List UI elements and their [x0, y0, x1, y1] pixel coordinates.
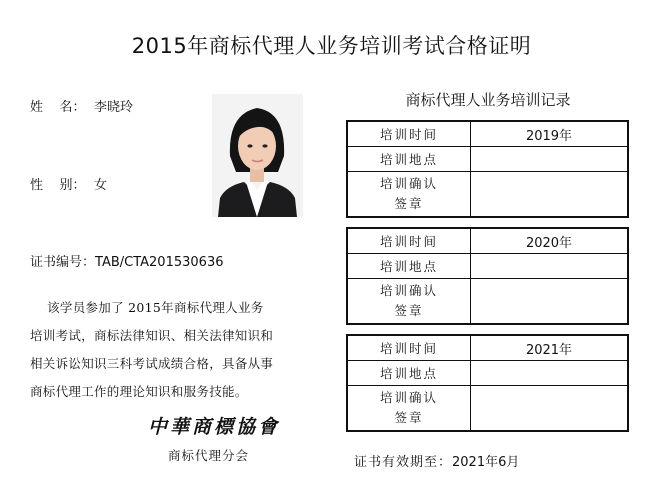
id-photo — [212, 94, 303, 217]
record-label-place: 培训地点 — [347, 254, 471, 279]
record-label-confirm: 培训确认 签章 — [347, 386, 471, 432]
record-row-time — [347, 335, 628, 361]
record-value-confirm — [471, 172, 629, 218]
record-value-time: 2019年 — [471, 121, 629, 147]
record-row-time — [347, 121, 628, 147]
record-row-time — [347, 228, 628, 254]
training-record-2021 — [346, 334, 629, 432]
expiry-label: 证书有效期至： — [354, 455, 453, 470]
record-label-time: 培训时间 — [347, 228, 471, 254]
record-value-place — [471, 361, 629, 386]
record-row-confirm — [347, 172, 628, 218]
record-row-confirm — [347, 279, 628, 325]
name-value: 李晓玲 — [94, 100, 134, 115]
record-label-place: 培训地点 — [347, 361, 471, 386]
record-label-time: 培训时间 — [347, 335, 471, 361]
records-title: 商标代理人业务培训记录 — [405, 91, 571, 109]
branch-name: 商标代理分会 — [168, 448, 250, 463]
certification-paragraph — [30, 294, 312, 406]
expiry-field — [354, 451, 519, 470]
certificate-number-value: TAB/CTA201530636 — [95, 255, 224, 270]
record-value-place — [471, 254, 629, 279]
gender-label: 性 别： — [30, 178, 86, 193]
record-value-confirm — [471, 386, 629, 432]
certificate-number-label: 证书编号： — [30, 255, 96, 270]
record-value-time: 2020年 — [471, 228, 629, 254]
document-title: 2015年商标代理人业务培训考试合格证明 — [131, 34, 532, 58]
record-value-time: 2021年 — [471, 335, 629, 361]
name-label: 姓 名： — [30, 100, 86, 115]
record-label-confirm: 培训确认 签章 — [347, 279, 471, 325]
paragraph-line: 相关诉讼知识三科考试成绩合格，具备从事 — [30, 356, 274, 371]
record-value-place — [471, 147, 629, 172]
training-record-2020 — [346, 227, 629, 325]
name-field — [30, 96, 133, 115]
record-row-confirm — [347, 386, 628, 432]
portrait-image — [212, 94, 303, 217]
record-row-place — [347, 147, 628, 172]
record-row-place — [347, 361, 628, 386]
record-label-confirm: 培训确认 签章 — [347, 172, 471, 218]
certificate-number-field — [30, 251, 223, 270]
gender-field — [30, 174, 107, 193]
gender-value: 女 — [94, 178, 108, 193]
association-logotype: 中華商標協會 — [148, 416, 281, 438]
paragraph-line: 培训考试，商标法律知识、相关法律知识和 — [30, 328, 274, 343]
expiry-value: 2021年6月 — [452, 455, 520, 470]
record-label-place: 培训地点 — [347, 147, 471, 172]
training-record-2019 — [346, 120, 629, 218]
record-row-place — [347, 254, 628, 279]
paragraph-line: 该学员参加了 2015年商标代理人业务 — [30, 300, 264, 315]
record-value-confirm — [471, 279, 629, 325]
record-label-time: 培训时间 — [347, 121, 471, 147]
paragraph-line: 商标代理工作的理论知识和服务技能。 — [30, 384, 248, 399]
